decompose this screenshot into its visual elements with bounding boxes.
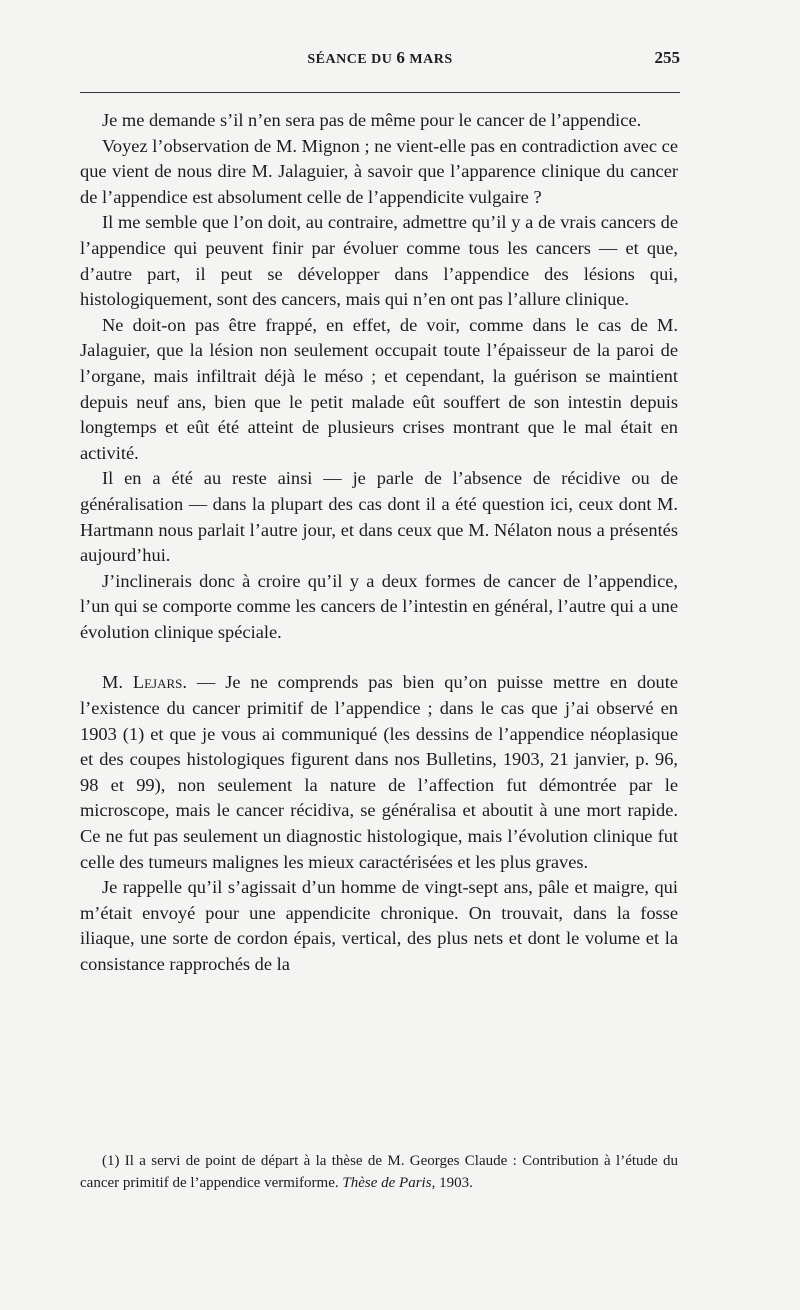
- speaker-prefix: M.: [102, 672, 133, 693]
- paragraph: J’inclinerais donc à croire qu’il y a deux formes de cancer de l’appendice, l’un qui se comporte comme les cancers de l’intestin en général, l’autre qui a une évolution clinique spéciale.: [80, 570, 678, 642]
- footnote-italic: Thèse de Paris: [342, 1175, 432, 1191]
- speaker-name: Lejars.: [132, 672, 187, 693]
- footnote-text: (1) Il a servi de point de départ à la thèse de M. Georges Claude : Contribution à l’étude du cancer primitif de l’appendice vermiforme.: [80, 1153, 678, 1191]
- body-text: [80, 108, 678, 978]
- lejars-paragraph: [80, 670, 678, 875]
- running-title-num: 6: [396, 48, 406, 67]
- footnote: [80, 1150, 678, 1194]
- paragraph: Il me semble que l’on doit, au contraire, admettre qu’il y a de vrais cancers de l’appendice qui peuvent finir par évoluer comme tous les cancers — et que, d’autre part, il peut se développer dans l’appendice des lésions qui, histologiquement, sont des cancers, mais qui n’en ont pas l’allure clinique.: [80, 212, 678, 310]
- paragraph: Ne doit-on pas être frappé, en effet, de voir, comme dans le cas de M. Jalaguier, que la lésion non seulement occupait toute l’épaisseur de la paroi de l’organe, mais infiltrait déjà le méso ; et cependant, la guérison se maintient depuis neuf ans, bien que le petit malade eût souffert de son intestin depuis longtemps et eût été atteint de plusieurs crises montrant que le mal était en activité.: [80, 314, 678, 463]
- running-header: [80, 48, 680, 72]
- paragraph: Voyez l’observation de M. Mignon ; ne vient-elle pas en contradiction avec ce que vient de nous dire M. Jalaguier, à savoir que l’apparence clinique du cancer de l’appendice est absolument celle de l’appendicite vulgaire ?: [80, 135, 678, 207]
- running-title-post: MARS: [405, 52, 453, 67]
- header-rule: [80, 92, 680, 93]
- footnote-end: , 1903.: [431, 1175, 473, 1191]
- paragraph: Je me demande s’il n’en sera pas de même pour le cancer de l’appendice.: [102, 110, 642, 130]
- paragraph: Il en a été au reste ainsi — je parle de l’absence de récidive ou de généralisation — dans la plupart des cas dont il a été question ici, ceux dont M. Hartmann nous parlait l’autre jour, et dans ceux que M. Nélaton nous a présentés aujourd’hui.: [80, 468, 678, 566]
- page-number: 255: [654, 48, 680, 67]
- running-title: [80, 48, 680, 68]
- paragraph: Je rappelle qu’il s’agissait d’un homme de vingt-sept ans, pâle et maigre, qui m’était envoyé pour une appendicite chronique. On trouvait, dans la fosse iliaque, une sorte de cordon épais, vertical, des plus nets et dont le volume et la consistance rapprochés de la: [80, 877, 678, 974]
- running-title-pre: SÉANCE DU: [307, 52, 397, 67]
- lejars-text: — Je ne comprends pas bien qu’on puisse mettre en doute l’existence du cancer primitif de l’appendice ; dans le cas que j’ai observé en 1903 (1) et que je vous ai communiqué (les dessins de l’appendice néoplasique et des coupes histologiques figurent dans nos Bulletins, 1903, 21 janvier, p. 96, 98 et 99), non seulement la nature de l’affection fut démontrée par le microscope, mais le cancer récidiva, se généralisa et aboutit à une mort rapide. Ce ne fut pas seulement un diagnostic histologique, mais l’évolution clinique fut celle des tumeurs malignes les mieux caractérisées et les plus graves.: [80, 672, 678, 872]
